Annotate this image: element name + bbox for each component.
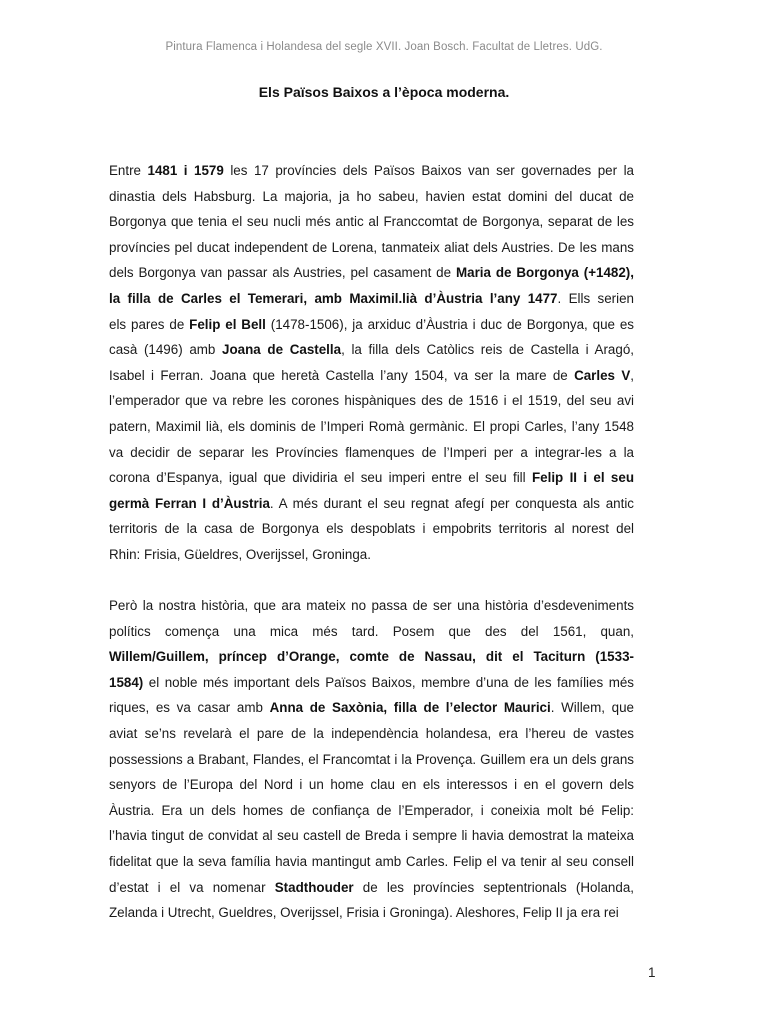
text-line <box>109 542 634 568</box>
text-run: províncies pel ducat independent de Lorena, tanmateix aliat dels Austries. De les mans <box>109 239 634 255</box>
text-run: riques, es va casar amb <box>109 700 270 716</box>
text-run: . A més durant el seu regnat afegí per conquesta als antic <box>269 495 634 511</box>
text-line <box>109 695 634 721</box>
text-line <box>109 849 634 875</box>
text-run: Entre <box>109 163 148 178</box>
text-run: les 17 províncies dels Països Baixos van ser governades per la <box>223 163 635 178</box>
text-run: patern, Maximil lià, els dominis de l’Imperi Romà germànic. El propi Carles, l’any 1548 <box>109 418 634 434</box>
text-line <box>109 670 634 696</box>
bold-text: Felip II i el seu <box>531 470 634 486</box>
text-line <box>109 875 634 901</box>
bold-text: Stadthouder <box>274 879 354 895</box>
bold-text: la filla de Carles el Temerari, amb Maximil.lià d’Àustria l’any 1477 <box>109 290 558 306</box>
text-run: fidelitat que la seva família havia mantingut amb Carles. Felip el va tenir al seu consell <box>109 854 634 870</box>
page-number: 1 <box>648 965 656 980</box>
text-run: , <box>630 367 634 383</box>
text-line <box>109 593 634 619</box>
text-run: corona d’Espanya, igual que dividiria el seu imperi entre el seu fill <box>109 470 532 486</box>
document-title: Els Països Baixos a l’època moderna. <box>258 84 510 100</box>
text-line <box>109 388 634 414</box>
text-run: . Willem, que <box>550 700 634 716</box>
text-line <box>109 235 634 261</box>
text-line <box>109 465 634 491</box>
bold-text: Willem/Guillem, príncep d’Orange, comte de Nassau, dit el Taciturn (1533- <box>109 649 634 665</box>
text-run: senyors de l’Europa del Nord i un home clau en els interessos i en el govern dels <box>109 777 634 793</box>
bold-text: Joana de Castella <box>222 342 342 358</box>
text-line <box>109 337 634 363</box>
text-line <box>109 286 634 312</box>
text-run: casà (1496) amb <box>109 342 223 358</box>
text-line <box>109 721 634 747</box>
bold-text: germà Ferran I d’Àustria <box>109 495 270 511</box>
text-run: va decidir de separar les Províncies flamenques de l’Imperi per a integrar-les a la <box>109 444 634 460</box>
text-run: d’estat i el va nomenar <box>109 879 275 895</box>
text-line <box>109 747 634 773</box>
text-run: , la filla dels Catòlics reis de Castella i Aragó, <box>341 342 634 358</box>
text-line <box>109 798 634 824</box>
text-run: l’havia tingut de convidat al seu castell de Breda i sempre li havia demostrat la mateixa <box>109 828 634 844</box>
text-run: aviat se’ns revelarà el pare de la independència holandesa, era l’hereu de vastes <box>109 726 634 742</box>
text-run: Àustria. Era un dels homes de confiança de l’Emperador, i coneixia molt bé Felip: <box>109 802 634 818</box>
paragraph <box>109 158 634 568</box>
text-run: els pares de <box>109 316 190 332</box>
text-line <box>109 312 634 338</box>
text-run: Isabel i Ferran. Joana que heretà Castella l’any 1504, va ser la mare de <box>109 367 575 383</box>
bold-text: 1584) <box>109 674 144 690</box>
text-run: polítics comença una mica més tard. Posem que des del 1561, quan, <box>109 623 634 639</box>
text-line <box>109 440 634 466</box>
text-run: dinastia dels Habsburg. La majoria, ja ho sabeu, havien estat domini del ducat de <box>109 188 634 204</box>
bold-text: Carles V <box>574 367 631 383</box>
text-line <box>109 363 634 389</box>
text-line <box>109 209 634 235</box>
text-line <box>109 644 634 670</box>
text-line <box>109 823 634 849</box>
text-line <box>109 900 634 926</box>
text-line <box>109 184 634 210</box>
paragraph <box>109 593 634 926</box>
text-run: Rhin: Frisia, Güeldres, Overijssel, Groninga. <box>109 546 371 562</box>
text-run: (1478-1506), ja arxiduc d’Àustria i duc de Borgonya, que es <box>265 316 634 332</box>
text-line <box>109 772 634 798</box>
text-run: Zelanda i Utrecht, Gueldres, Overijssel, Frisia i Groninga). Aleshores, Felip II ja era rei <box>109 905 619 921</box>
text-run: el noble més important dels Països Baixos, membre d’una de les famílies més <box>143 674 634 690</box>
text-run: territoris de la casa de Borgonya els despoblats i empobrits territoris al norest del <box>109 521 634 537</box>
document-body <box>109 158 634 926</box>
text-line <box>109 491 634 517</box>
text-line <box>109 414 634 440</box>
bold-text: Maria de Borgonya (+1482), <box>455 265 634 281</box>
text-run: l’emperador que va rebre les corones hispàniques des de 1516 i el 1519, del seu avi <box>109 393 634 409</box>
text-line <box>109 619 634 645</box>
bold-text: 1481 i 1579 <box>147 163 224 178</box>
text-line <box>109 260 634 286</box>
text-run: . Ells serien <box>557 290 634 306</box>
text-run: Borgonya que tenia el seu nucli més antic al Franccomtat de Borgonya, separat de les <box>109 214 634 230</box>
text-run: possessions a Brabant, Flandes, el Francomtat i la Provença. Guillem era un dels grans <box>109 751 634 767</box>
bold-text: Anna de Saxònia, filla de l’elector Maurici <box>269 700 551 716</box>
text-line <box>109 516 634 542</box>
running-header: Pintura Flamenca i Holandesa del segle XVII. Joan Bosch. Facultat de Lletres. UdG. <box>165 41 603 53</box>
bold-text: Felip el Bell <box>189 316 266 332</box>
text-run: dels Borgonya van passar als Austries, pel casament de <box>109 265 456 281</box>
text-line <box>109 158 634 184</box>
text-run: Però la nostra història, que ara mateix no passa de ser una història d’esdeveniments <box>109 598 634 614</box>
text-run: de les províncies septentrionals (Holanda, <box>353 879 634 895</box>
